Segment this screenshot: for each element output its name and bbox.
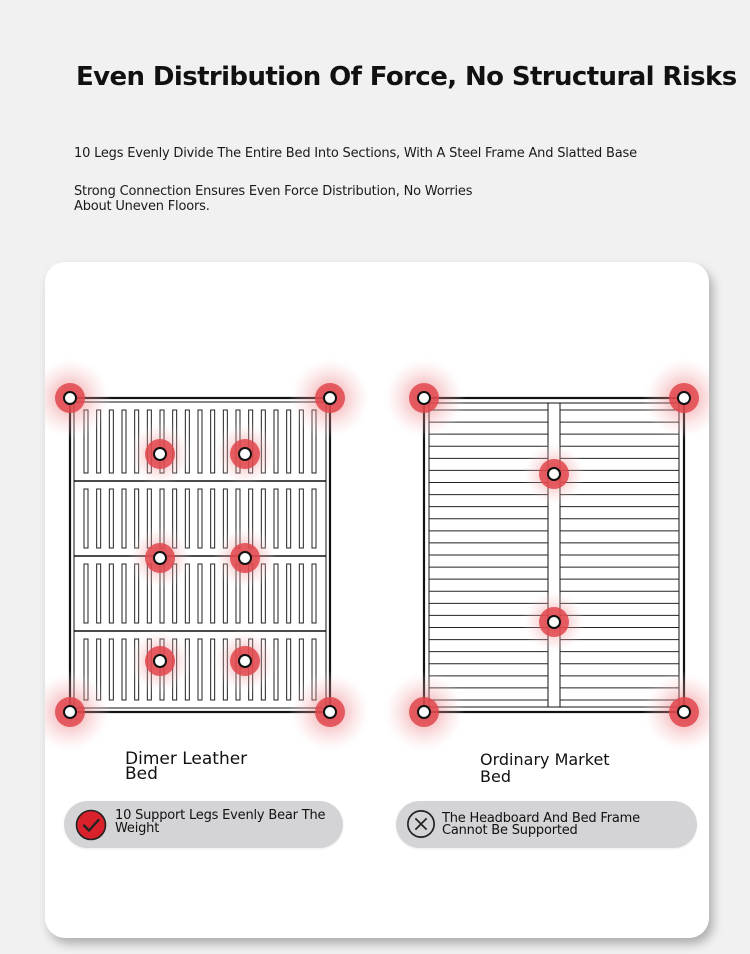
slat xyxy=(109,489,113,548)
support-point-ring xyxy=(678,706,690,718)
slat xyxy=(274,564,278,623)
slat xyxy=(211,410,215,473)
support-point xyxy=(522,442,586,506)
slat xyxy=(287,489,291,548)
support-point-ring xyxy=(548,616,560,628)
support-point-ring xyxy=(418,706,430,718)
support-point-ring xyxy=(418,392,430,404)
slat xyxy=(198,410,202,473)
support-point-ring xyxy=(324,392,336,404)
support-point xyxy=(213,526,277,590)
slat xyxy=(97,564,101,623)
support-point xyxy=(382,670,466,754)
slat xyxy=(312,564,316,623)
support-point-ring xyxy=(64,392,76,404)
comparison-card xyxy=(45,262,709,938)
support-point xyxy=(213,629,277,693)
support-point-ring xyxy=(154,655,166,667)
check-circle-icon xyxy=(75,809,107,841)
slat xyxy=(109,410,113,473)
slat xyxy=(198,489,202,548)
slat xyxy=(122,410,126,473)
slat xyxy=(198,639,202,700)
support-point xyxy=(288,356,372,440)
intro-text-1: 10 Legs Evenly Divide The Entire Bed Into Sections, With A Steel Frame And Slatted Base xyxy=(74,146,637,161)
support-point-ring xyxy=(239,448,251,460)
support-point xyxy=(382,356,466,440)
slat xyxy=(299,564,303,623)
dimer-feature-badge xyxy=(64,801,343,848)
slat xyxy=(122,564,126,623)
dimer-bed-frame-drawing xyxy=(70,398,330,712)
slat xyxy=(185,489,189,548)
slat xyxy=(122,639,126,700)
dimer-bed-label: Dimer Leather Bed xyxy=(125,749,248,784)
slat xyxy=(84,489,88,548)
support-point-ring xyxy=(548,468,560,480)
support-point xyxy=(522,590,586,654)
slat xyxy=(287,410,291,473)
slat xyxy=(109,564,113,623)
support-point xyxy=(128,526,192,590)
slat xyxy=(97,489,101,548)
support-point xyxy=(128,422,192,486)
page-title: Even Distribution Of Force, No Structural Risks xyxy=(76,62,737,92)
slat xyxy=(274,489,278,548)
slat xyxy=(109,639,113,700)
slat xyxy=(299,489,303,548)
support-point-ring xyxy=(678,392,690,404)
support-point-ring xyxy=(64,706,76,718)
slat xyxy=(198,564,202,623)
market-feature-text: The Headboard And Bed Frame Cannot Be Supported xyxy=(442,811,640,838)
support-point-ring xyxy=(324,706,336,718)
slat xyxy=(287,564,291,623)
market-feature-badge xyxy=(396,801,697,848)
slat xyxy=(122,489,126,548)
slat xyxy=(312,489,316,548)
support-point-ring xyxy=(154,448,166,460)
dimer-feature-text: 10 Support Legs Evenly Bear The Weight xyxy=(115,808,326,836)
market-bed-label: Ordinary Market Bed xyxy=(480,750,610,786)
slat xyxy=(84,564,88,623)
support-point xyxy=(213,422,277,486)
support-point xyxy=(288,670,372,754)
intro-text-2: Strong Connection Ensures Even Force Distribution, No Worries About Uneven Floors. xyxy=(74,184,473,214)
support-point-ring xyxy=(239,552,251,564)
slat xyxy=(211,489,215,548)
support-point-ring xyxy=(154,552,166,564)
x-circle-icon xyxy=(406,809,436,839)
slat xyxy=(287,639,291,700)
support-point xyxy=(128,629,192,693)
support-point-ring xyxy=(239,655,251,667)
slat xyxy=(211,564,215,623)
slat xyxy=(211,639,215,700)
